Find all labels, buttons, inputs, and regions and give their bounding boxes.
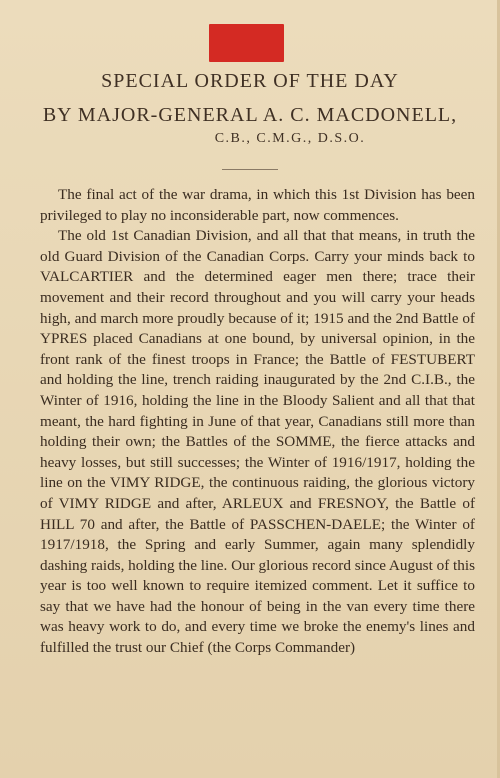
title-line-2: BY MAJOR-GENERAL A. C. MACDONELL, xyxy=(42,104,458,126)
paragraph-2: The old 1st Canadian Division, and all that that means, in truth the old Guard Division of the Canadian Corps. Carry your minds back to VALCARTIER and the determined eager men there; trace their movement and their record throughout and you will carry your heads high, and march more proudly because of it; 1915 and the 2nd Battle of YPRES placed Canadians at one bound, by universal opinion, in the front rank of the finest troops in France; the Battle of FESTUBERT and holding the line, trench raiding inaugurated by the 2nd C.I.B., the Winter of 1916, holding the line in the Bloody Salient and all that that meant, the hard fighting in June of that year, Canadians still more than holding their own; the Battles of the SOMME, the fierce attacks and heavy losses, but still successes; the Winter of 1916/1917, holding the line on the VIMY RIDGE, the continuous raiding, the glorious victory of VIMY RIDGE and after, ARLEUX and FRESNOY, the Battle of HILL 70 and after, the Battle of PASSCHEN-DAELE; the Winter of 1917/1918, the Spring and early Summer, again many splendidly dashing raids, holding the line. Our glorious record since August of this year is too well known to require itemized comment. Let it suffice to say that we have had the honour of being in the van every time there was heavy work to do, and every time we broke the enemy's lines and fulfilled the trust our Chief (the Corps Commander) xyxy=(40,227,475,657)
honours-line: C.B., C.M.G., D.S.O. xyxy=(214,131,366,146)
title-line-1: SPECIAL ORDER OF THE DAY xyxy=(101,70,399,92)
divider-rule xyxy=(222,169,278,170)
paragraph-1: The final act of the war drama, in which this 1st Division has been privileged to play no inconsiderable part, now commences. xyxy=(40,186,475,224)
order-text xyxy=(40,185,475,659)
red-seal-tab xyxy=(209,24,284,62)
